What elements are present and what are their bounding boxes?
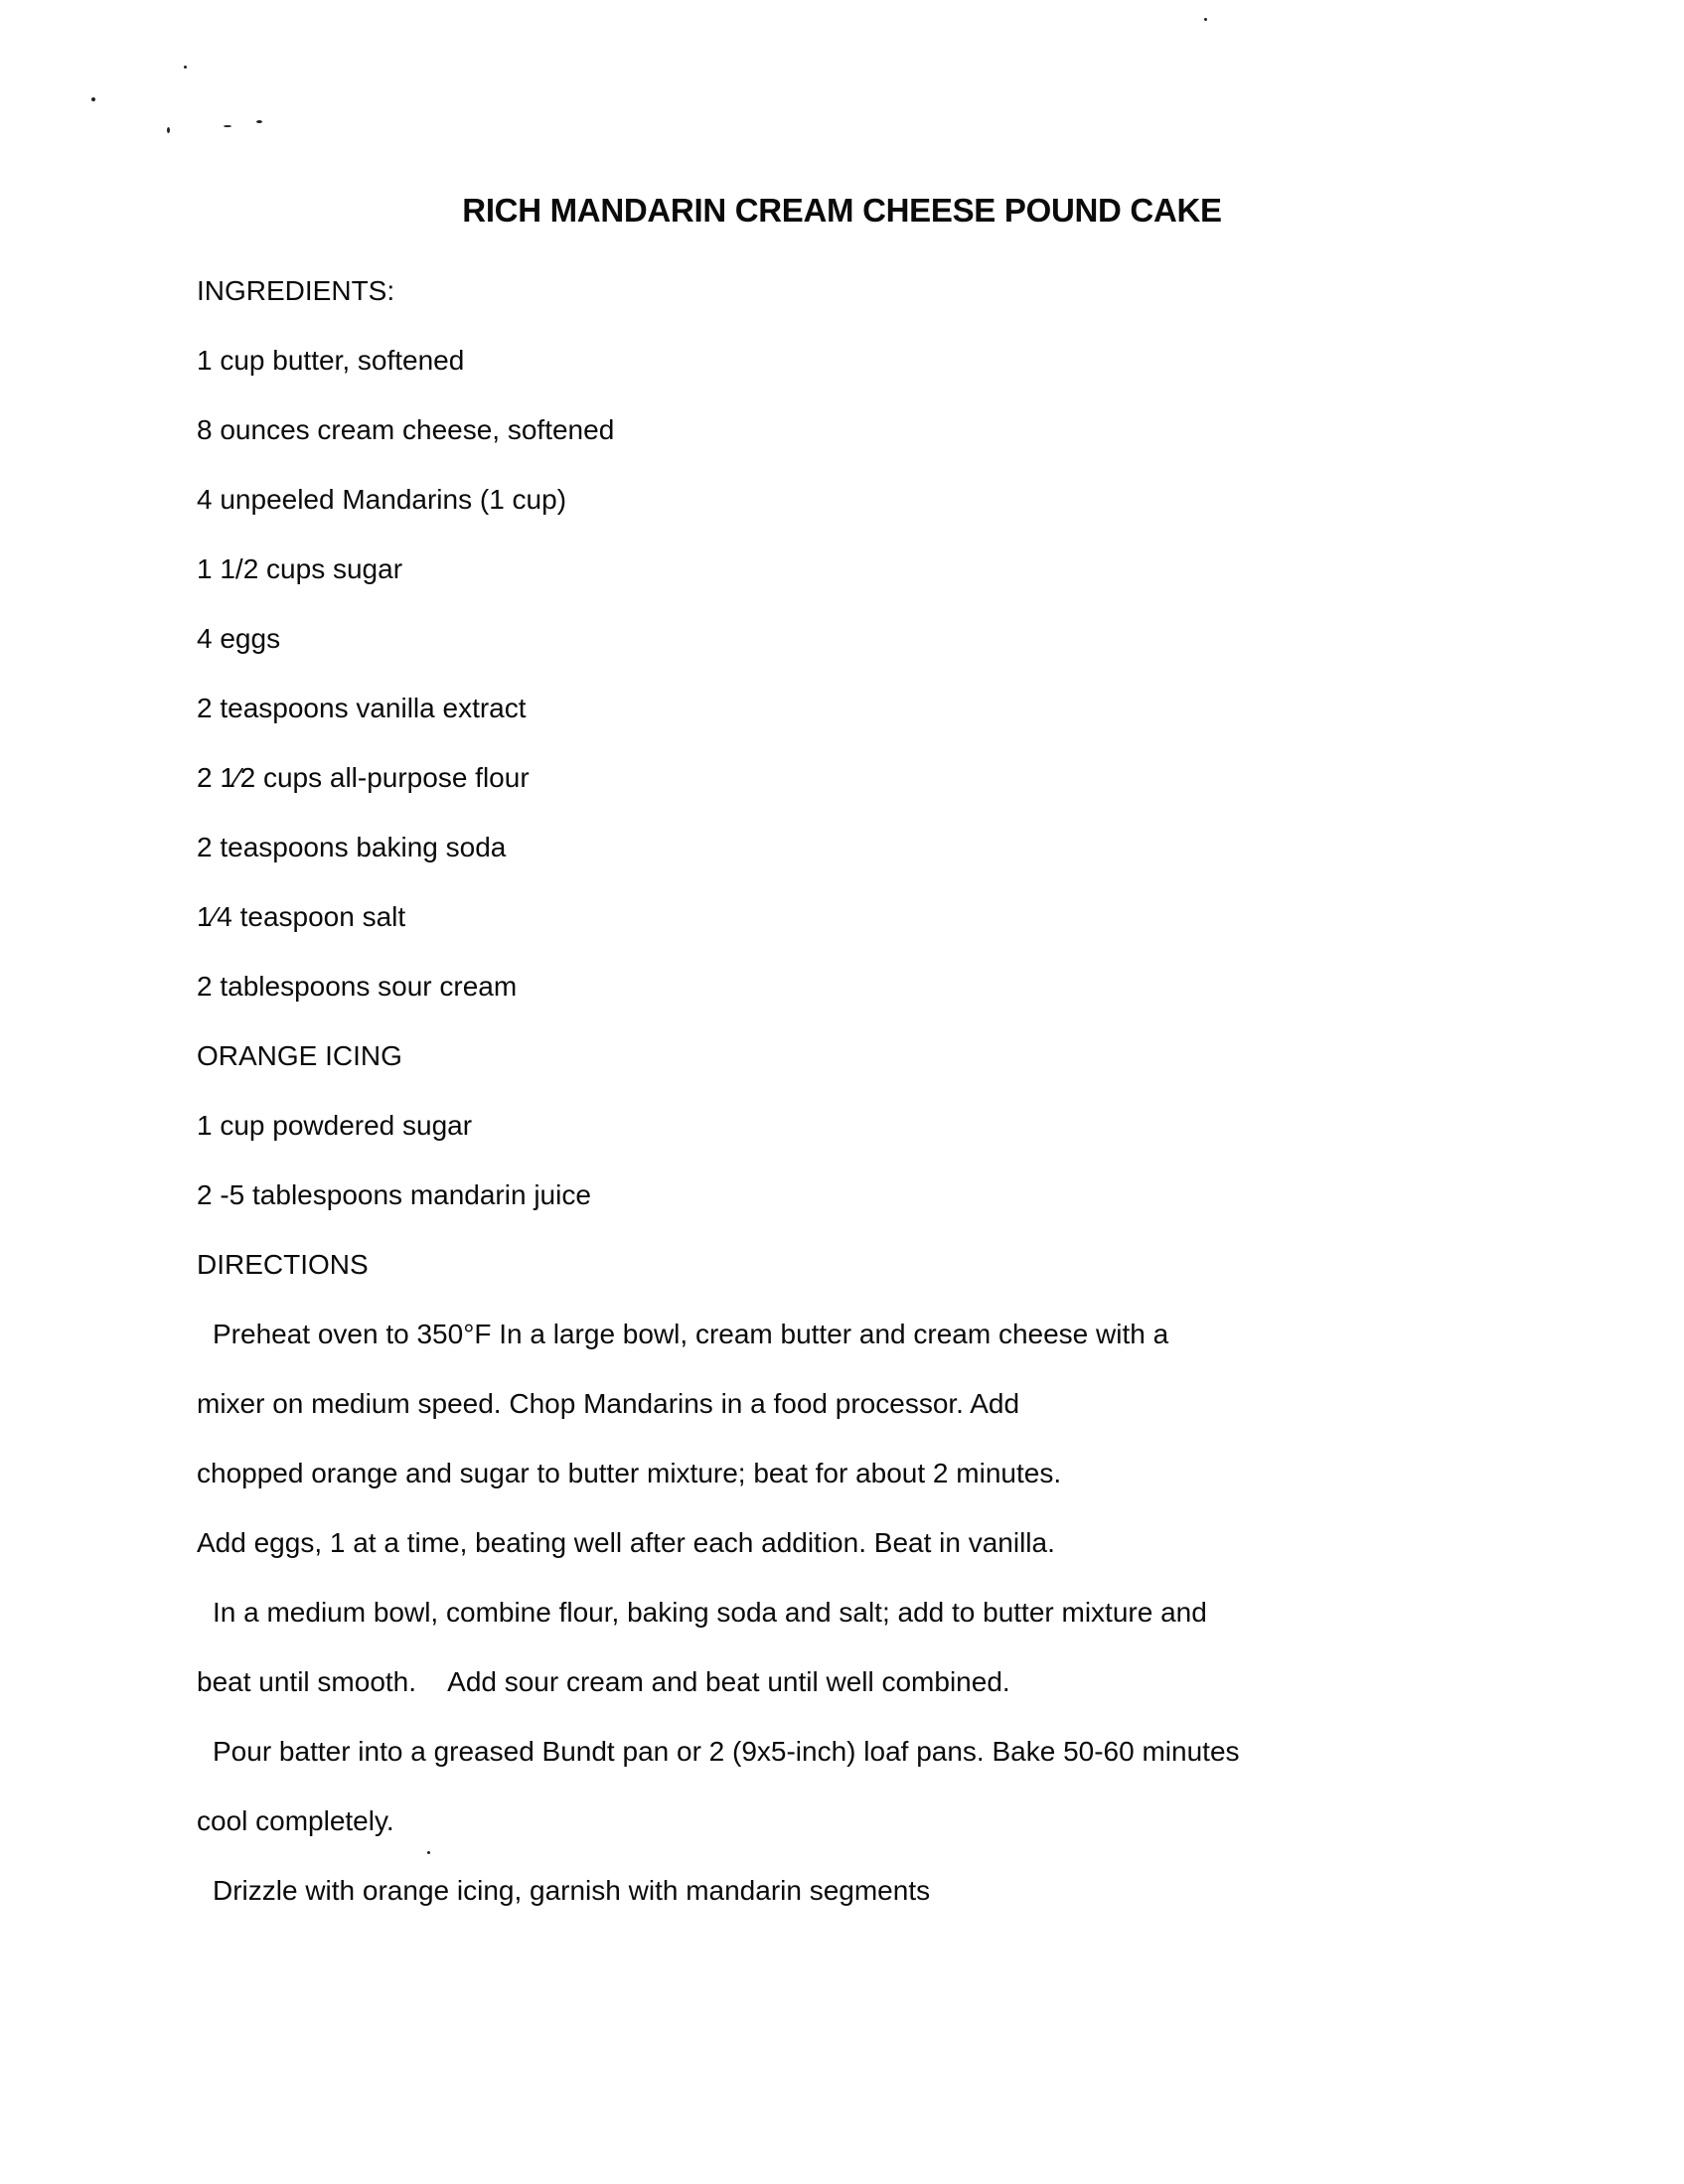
ingredient-item: 1 1/2 cups sugar: [197, 553, 403, 584]
ingredients-heading: INGREDIENTS:: [197, 275, 395, 306]
ingredient-item: 2 tablespoons sour cream: [197, 971, 518, 1002]
ingredient-item: 1 cup butter, softened: [197, 345, 465, 376]
directions-line: Pour batter into a greased Bundt pan or 2 (9x5-inch) loaf pans. Bake 50-60 minutes: [213, 1736, 1240, 1767]
directions-line: Add eggs, 1 at a time, beating well after each addition. Beat in vanilla.: [197, 1527, 1055, 1558]
icing-item: 2 -5 tablespoons mandarin juice: [197, 1179, 591, 1210]
scan-speck: [91, 97, 95, 101]
ingredient-item: 2 teaspoons baking soda: [197, 832, 507, 862]
icing-heading: ORANGE ICING: [197, 1040, 402, 1071]
ingredient-item: 8 ounces cream cheese, softened: [197, 414, 615, 445]
ingredient-item: 2 1⁄2 cups all-purpose flour: [197, 762, 530, 793]
ingredient-item: 2 teaspoons vanilla extract: [197, 693, 527, 723]
directions-line: In a medium bowl, combine flour, baking soda and salt; add to butter mixture and: [213, 1597, 1207, 1628]
directions-line: Drizzle with orange icing, garnish with mandarin segments: [213, 1875, 931, 1906]
directions-heading: DIRECTIONS: [197, 1249, 369, 1280]
recipe-title: RICH MANDARIN CREAM CHEESE POUND CAKE: [462, 192, 1222, 229]
scan-speck: [427, 1851, 430, 1854]
ingredient-item: 1⁄4 teaspoon salt: [197, 901, 406, 932]
ingredient-item: 4 unpeeled Mandarins (1 cup): [197, 484, 567, 515]
directions-line: mixer on medium speed. Chop Mandarins in a food processor. Add: [197, 1388, 1020, 1419]
scan-speck: [1204, 18, 1207, 21]
directions-line: cool completely.: [197, 1805, 394, 1836]
scan-speck: [224, 125, 231, 127]
scan-speck: [167, 127, 170, 133]
icing-item: 1 cup powdered sugar: [197, 1110, 473, 1141]
scan-speck: [256, 120, 262, 123]
scan-speck: [184, 66, 187, 69]
directions-line: chopped orange and sugar to butter mixture; beat for about 2 minutes.: [197, 1458, 1062, 1488]
directions-line: beat until smooth. Add sour cream and beat until well combined.: [197, 1666, 1010, 1697]
directions-line: Preheat oven to 350°F In a large bowl, cream butter and cream cheese with a: [213, 1319, 1169, 1349]
ingredient-item: 4 eggs: [197, 623, 281, 654]
